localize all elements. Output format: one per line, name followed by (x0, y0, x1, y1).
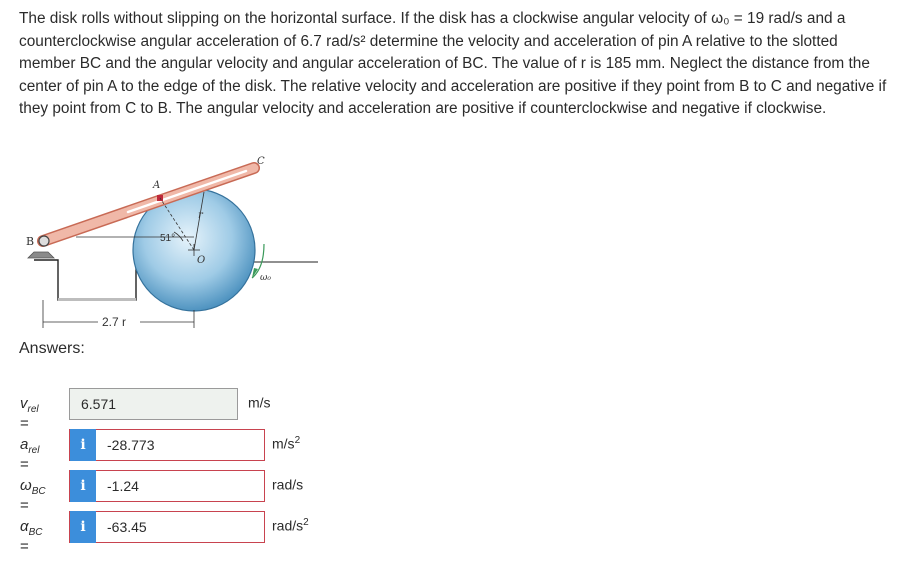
arel-value: -28.773 (107, 437, 155, 453)
angle-label: 51° (160, 233, 176, 244)
omega-bc-value: -1.24 (107, 478, 139, 494)
info-icon[interactable]: i (70, 429, 96, 461)
info-icon[interactable]: i (70, 511, 96, 543)
arel-input[interactable] (69, 429, 265, 461)
vrel-unit: m/s (248, 394, 271, 411)
problem-line: member BC and the angular velocity and angular acceleration of BC. The value of r is 185 mm. Neglect the distance from the (19, 55, 870, 72)
label-c: C (257, 156, 265, 167)
var-label: $\alpha_{BC}$ = (20, 518, 43, 555)
var-label: $\omega_{BC}$ = (20, 477, 46, 514)
label-r: r (198, 210, 203, 221)
label-a: A (153, 180, 161, 191)
dimension-label: 2.7 r (102, 315, 127, 329)
pin-support-b (28, 252, 54, 258)
label-o: O (197, 255, 206, 266)
problem-line: counterclockwise angular acceleration of 6.7 rad/s² determine the velocity and acceleration of pin A relative to the slotted (19, 32, 838, 50)
info-icon[interactable]: i (70, 470, 96, 502)
pin-b (39, 236, 49, 246)
vrel-value: 6.571 (81, 396, 117, 412)
vrel-value-box (69, 388, 238, 420)
ground-strip (58, 298, 136, 301)
omega-bc-unit: rad/s (272, 476, 304, 493)
alpha-bc-input[interactable] (69, 511, 265, 543)
problem-statement (19, 8, 909, 121)
problem-line: The disk rolls without slipping on the horizontal surface. If the disk has a clockwise angular velocity of ω₀ = 19 rad/s and a (19, 10, 846, 27)
alpha-bc-unit: rad/$s^2$ (272, 517, 309, 534)
label-omega: ω₀ (260, 273, 271, 283)
omega-bc-input[interactable] (69, 470, 265, 502)
var-label: $a_{rel}$ = (20, 436, 40, 473)
problem-line: they point from C to B. The angular velocity and acceleration are positive if counterclockwise and negative if clockwise. (19, 100, 827, 117)
arel-unit: $m/s^2$ (272, 435, 301, 452)
var-label: $v_{rel}$ = (20, 395, 39, 432)
label-b: B (26, 235, 35, 248)
mechanism-diagram (18, 150, 318, 340)
answers-label: Answers: (19, 340, 85, 357)
problem-line: center of pin A to the edge of the disk. The relative velocity and acceleration are positive if they point from B to C and negative if (19, 77, 887, 95)
alpha-bc-value: -63.45 (107, 519, 147, 535)
